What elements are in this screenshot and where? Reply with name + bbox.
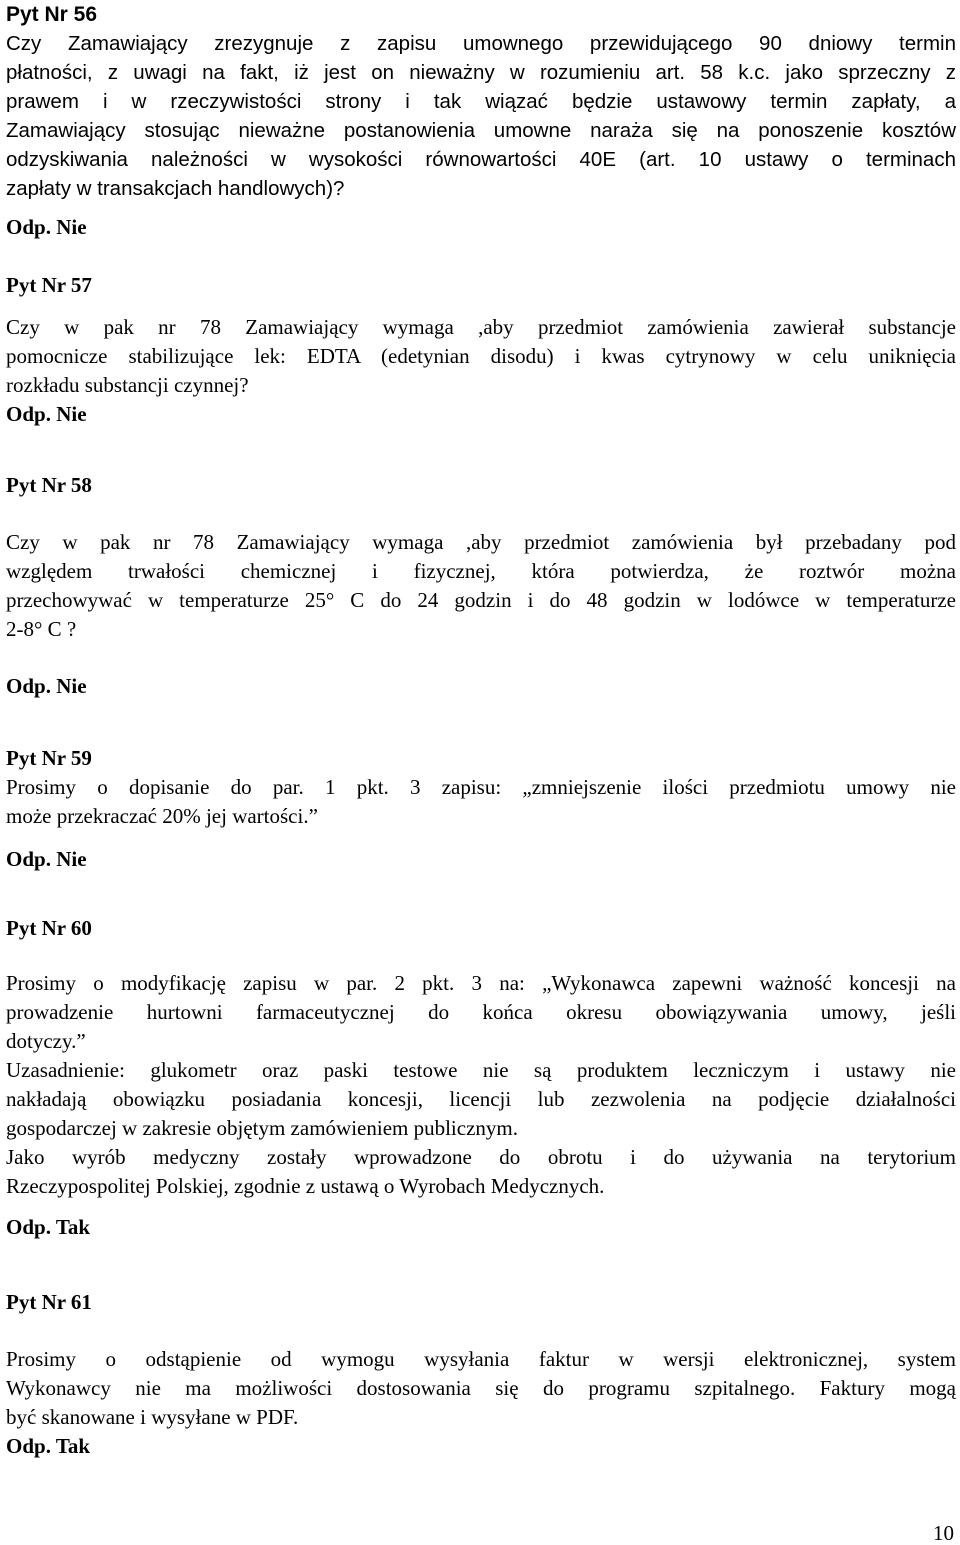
text-line: może przekraczać 20% jej wartości.” [6, 804, 318, 828]
question-59 [6, 744, 956, 874]
question-text [6, 773, 956, 831]
answer: Odp. Nie [6, 402, 87, 426]
page-number: 10 [933, 1521, 954, 1545]
text-line: Rzeczypospolitej Polskiej, zgodnie z ustawą o Wyrobach Medycznych. [6, 1174, 605, 1198]
text-line: Czy w pak nr 78 Zamawiający wymaga ,aby przedmiot zamówienia był przebadany pod [6, 530, 956, 554]
text-line: 2-8° C ? [6, 617, 77, 641]
question-heading: Pyt Nr 61 [6, 1290, 92, 1314]
answer: Odp. Nie [6, 674, 87, 698]
text-line: odzyskiwania należności w wysokości równowartości 40E (art. 10 ustawy o terminach [6, 148, 956, 171]
text-line: nakładają obowiązku posiadania koncesji, licencji lub zezwolenia na podjęcie działalności [6, 1087, 956, 1111]
text-line: Uzasadnienie: glukometr oraz paski testowe nie są produktem leczniczym i ustawy nie [6, 1058, 956, 1082]
text-line: dotyczy.” [6, 1029, 86, 1053]
question-58 [6, 471, 956, 701]
answer: Odp. Nie [6, 847, 87, 871]
text-line: prowadzenie hurtowni farmaceutycznej do końca okresu obowiązywania umowy, jeśli [6, 1000, 956, 1024]
question-heading: Pyt Nr 58 [6, 473, 92, 497]
question-heading: Pyt Nr 60 [6, 916, 92, 940]
text-line: przechowywać w temperaturze 25° C do 24 godzin i do 48 godzin w lodówce w temperaturze [6, 588, 956, 612]
text-line: Prosimy o modyfikację zapisu w par. 2 pkt. 3 na: „Wykonawca zapewni ważność koncesji na [6, 971, 956, 995]
text-line: Czy Zamawiający zrezygnuje z zapisu umownego przewidującego 90 dniowy termin [6, 32, 956, 55]
question-text [6, 528, 956, 644]
text-line: rozkładu substancji czynnej? [6, 373, 249, 397]
question-text [6, 29, 956, 203]
question-text [6, 313, 956, 400]
text-line: Prosimy o dopisanie do par. 1 pkt. 3 zapisu: „zmniejszenie ilości przedmiotu umowy nie [6, 775, 956, 799]
text-line: Czy w pak nr 78 Zamawiający wymaga ,aby przedmiot zamówienia zawierał substancje [6, 315, 956, 339]
question-heading: Pyt Nr 59 [6, 746, 92, 770]
text-line: Jako wyrób medyczny zostały wprowadzone do obrotu i do używania na terytorium [6, 1145, 956, 1169]
text-line: Wykonawcy nie ma możliwości dostosowania się do programu szpitalnego. Faktury mogą [6, 1376, 956, 1400]
text-line: względem trwałości chemicznej i fizycznej, która potwierdza, że roztwór można [6, 559, 956, 583]
question-56 [6, 0, 956, 242]
answer: Odp. Tak [6, 1215, 91, 1239]
answer: Odp. Nie [6, 215, 87, 239]
text-line: prawem i w rzeczywistości strony i tak wiązać będzie ustawowy termin zapłaty, a [6, 90, 956, 113]
question-57 [6, 271, 956, 429]
text-line: być skanowane i wysyłane w PDF. [6, 1405, 299, 1429]
text-line: pomocnicze stabilizujące lek: EDTA (edetynian disodu) i kwas cytrynowy w celu uniknięcia [6, 344, 956, 368]
text-line: gospodarczej w zakresie objętym zamówieniem publicznym. [6, 1116, 518, 1140]
question-60 [6, 914, 956, 1242]
question-heading: Pyt Nr 57 [6, 273, 92, 297]
text-line: płatności, z uwagi na fakt, iż jest on nieważny w rozumieniu art. 58 k.c. jako sprzeczny z [6, 61, 956, 84]
question-text [6, 1345, 956, 1432]
question-heading: Pyt Nr 56 [6, 3, 98, 26]
answer: Odp. Tak [6, 1434, 91, 1458]
question-61 [6, 1288, 956, 1461]
question-text [6, 969, 956, 1201]
text-line: Zamawiający stosując nieważne postanowienia umowne naraża się na ponoszenie kosztów [6, 119, 956, 142]
text-line: Prosimy o odstąpienie od wymogu wysyłania faktur w wersji elektronicznej, system [6, 1347, 956, 1371]
text-line: zapłaty w transakcjach handlowych)? [6, 177, 345, 200]
